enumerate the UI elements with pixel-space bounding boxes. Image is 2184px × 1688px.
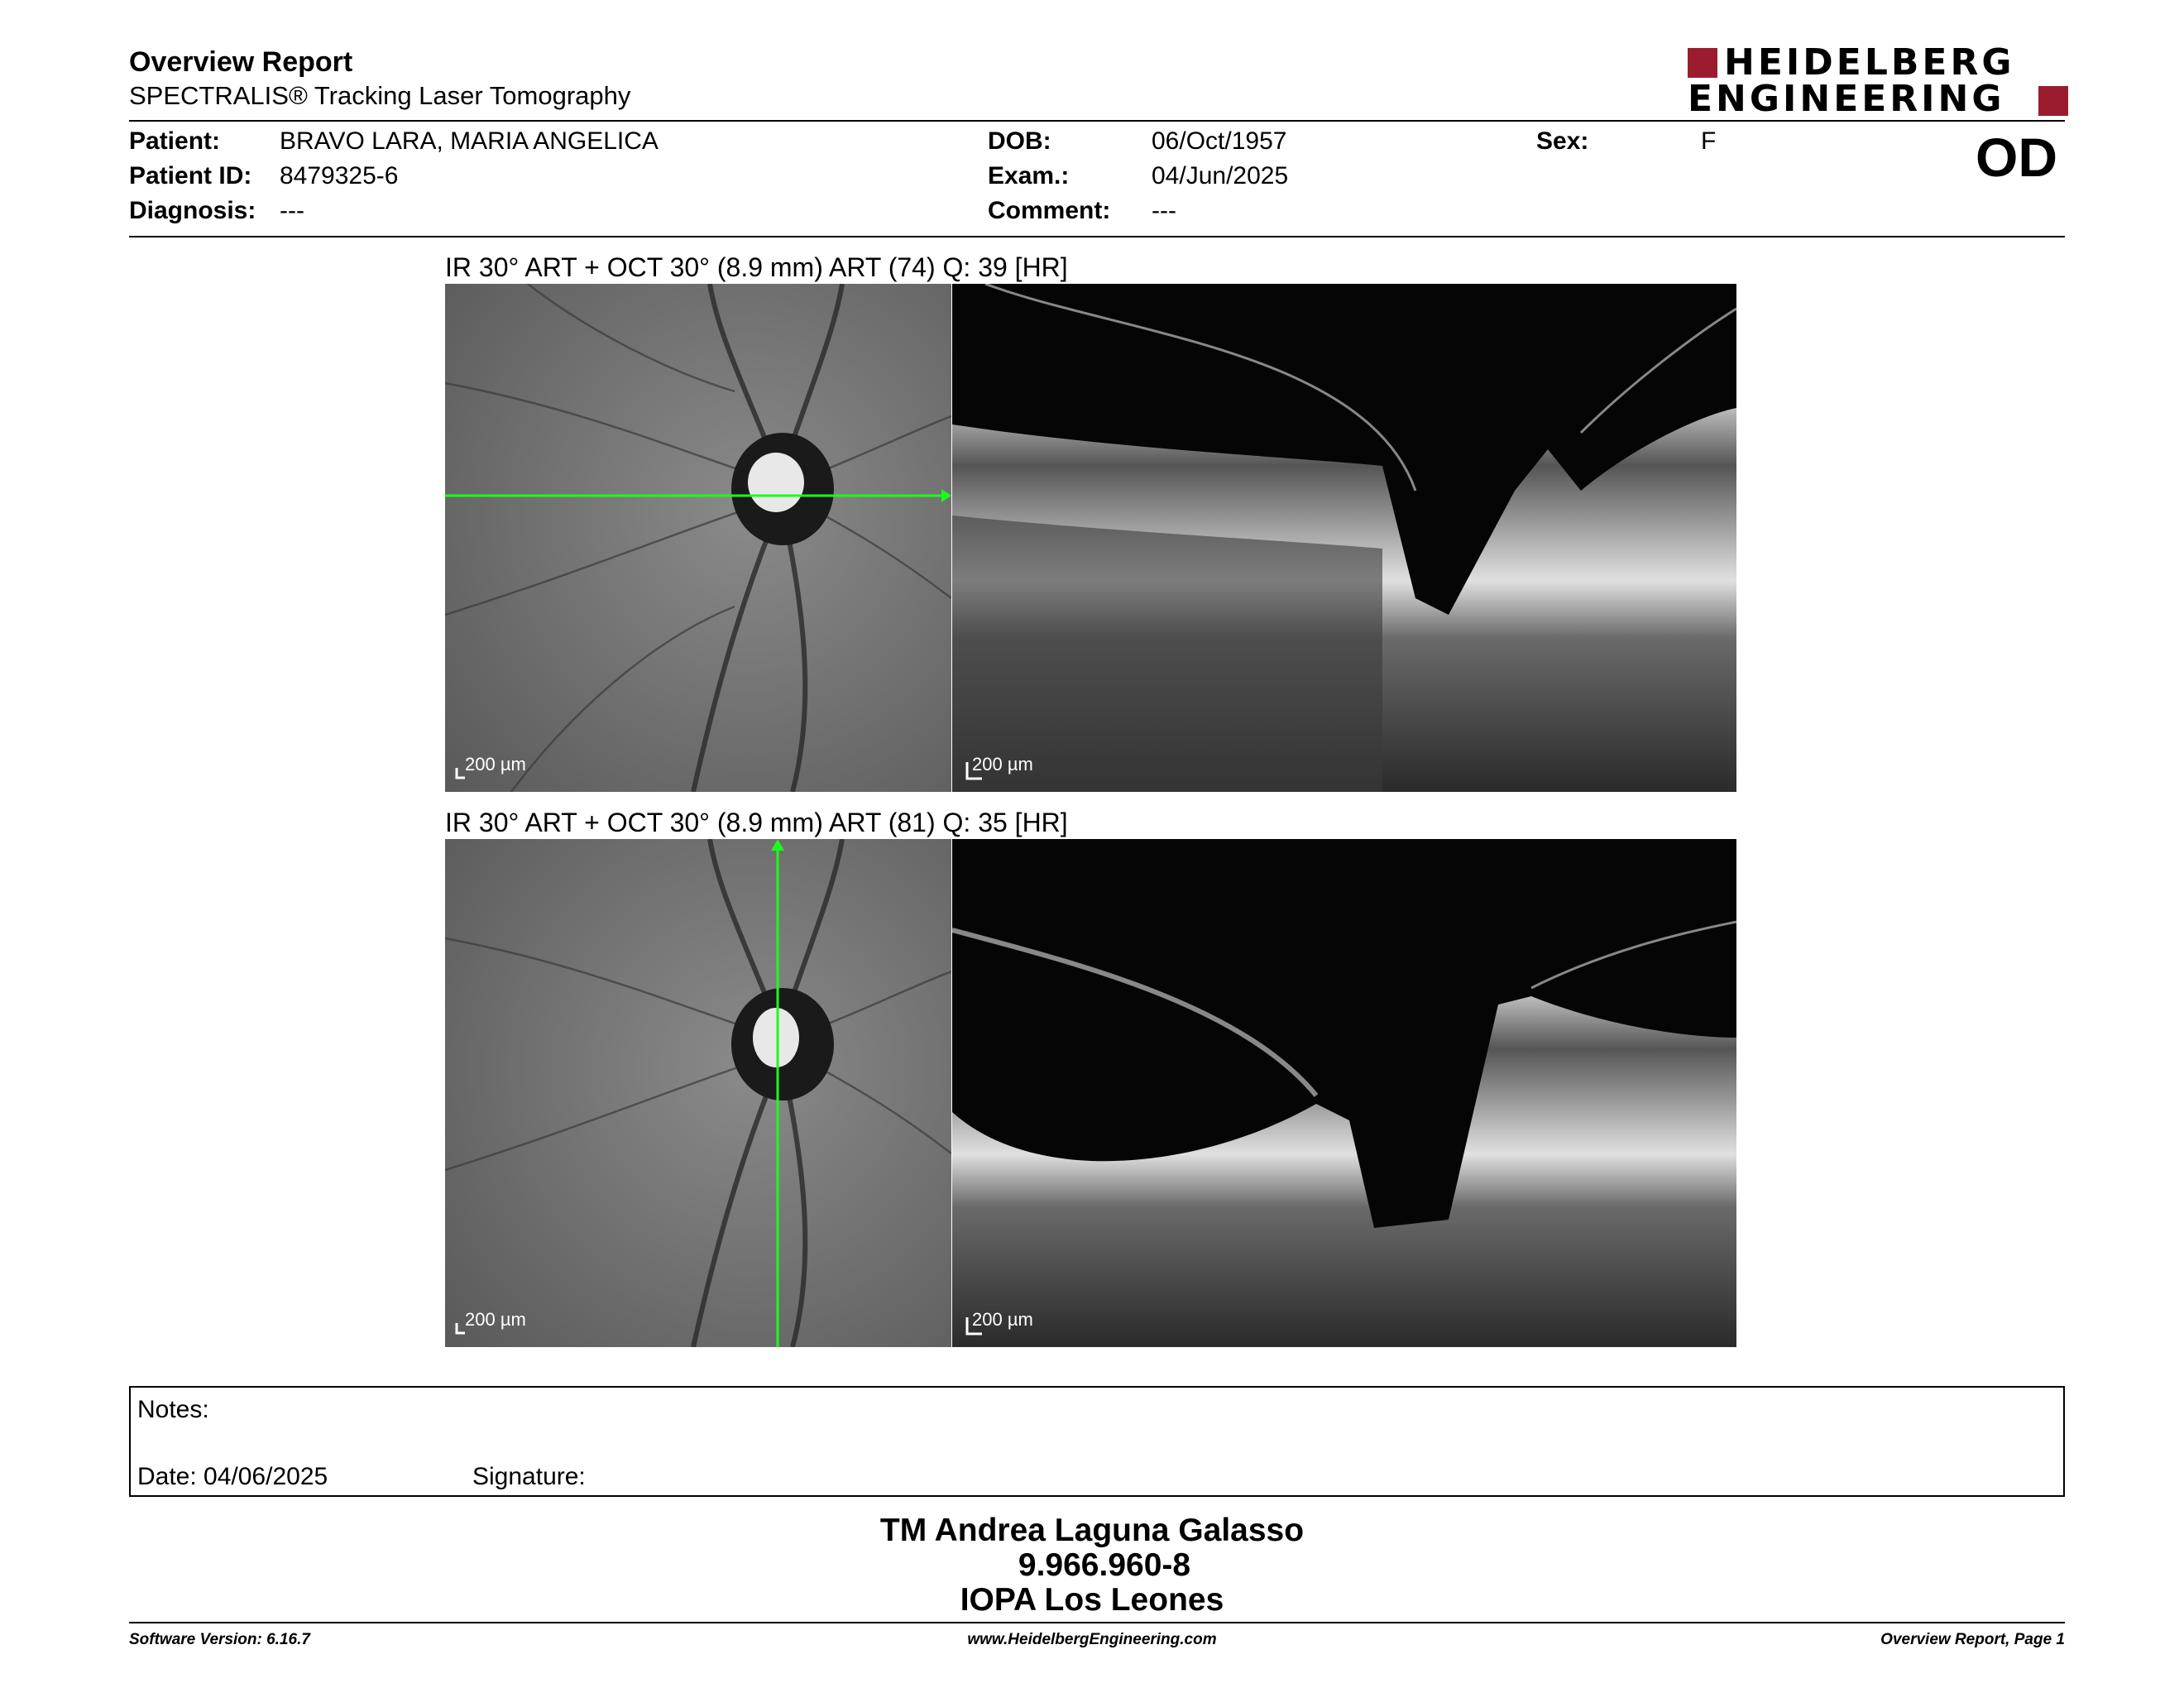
sex-value: F [1701, 127, 1717, 155]
dob-value: 06/Oct/1957 [1152, 127, 1287, 155]
signature-label: Signature: [472, 1463, 586, 1490]
comment-value: --- [1152, 197, 1176, 224]
date-label: Date: 04/06/2025 [137, 1463, 328, 1490]
patient-label: Patient: [129, 127, 221, 155]
ir-scale-label: 200 µm [465, 754, 526, 774]
diagnosis-value: --- [280, 197, 304, 224]
oct-bscan-image [952, 839, 1736, 1347]
exam-label: Exam.: [988, 162, 1070, 189]
header-divider [129, 120, 2065, 122]
ir-scale-label: 200 µm [465, 1309, 526, 1330]
patient-name: BRAVO LARA, MARIA ANGELICA [280, 127, 659, 155]
website-link: www.HeidelbergEngineering.com [967, 1631, 1217, 1648]
ir-fundus-graphic [445, 839, 951, 1347]
comment-label: Comment: [988, 197, 1111, 224]
oct-scale-label: 200 µm [972, 1309, 1033, 1330]
report-subtitle: SPECTRALIS® Tracking Laser Tomography [129, 81, 631, 110]
oct-bscan-graphic [952, 839, 1736, 1347]
patient-id-label: Patient ID: [129, 162, 252, 189]
ir-fundus-graphic [445, 284, 951, 792]
notes-box [129, 1386, 2065, 1497]
dob-label: DOB: [988, 127, 1051, 155]
oct-scale-label: 200 µm [972, 754, 1033, 774]
technician-id: 9.966.960-8 [1018, 1547, 1191, 1583]
heidelberg-logo [1688, 41, 2068, 120]
page-number: Overview Report, Page 1 [1880, 1631, 2065, 1648]
patient-id: 8479325-6 [280, 162, 399, 189]
sex-label: Sex: [1536, 127, 1589, 155]
institution-name: IOPA Los Leones [960, 1582, 1224, 1618]
footer-divider [129, 1622, 2065, 1623]
oct-bscan-image [952, 284, 1736, 792]
eye-indicator: OD [1976, 127, 2057, 188]
software-version: Software Version: 6.16.7 [129, 1631, 310, 1648]
ir-fundus-image [445, 284, 951, 792]
scan-title: IR 30° ART + OCT 30° (8.9 mm) ART (81) Q: 35 [HR] [445, 808, 1068, 837]
exam-value: 04/Jun/2025 [1152, 162, 1289, 189]
diagnosis-label: Diagnosis: [129, 197, 256, 224]
oct-bscan-graphic [952, 284, 1736, 792]
ir-fundus-image [445, 839, 951, 1347]
scan-title: IR 30° ART + OCT 30° (8.9 mm) ART (74) Q: 39 [HR] [445, 252, 1068, 282]
technician-name: TM Andrea Laguna Galasso [879, 1513, 1305, 1548]
logo-line1: HEIDELBERG [1724, 41, 2015, 84]
logo-line2: ENGINEERING [1688, 78, 2005, 120]
patient-divider [129, 236, 2065, 237]
notes-label: Notes: [137, 1396, 209, 1423]
report-title: Overview Report [129, 46, 353, 78]
